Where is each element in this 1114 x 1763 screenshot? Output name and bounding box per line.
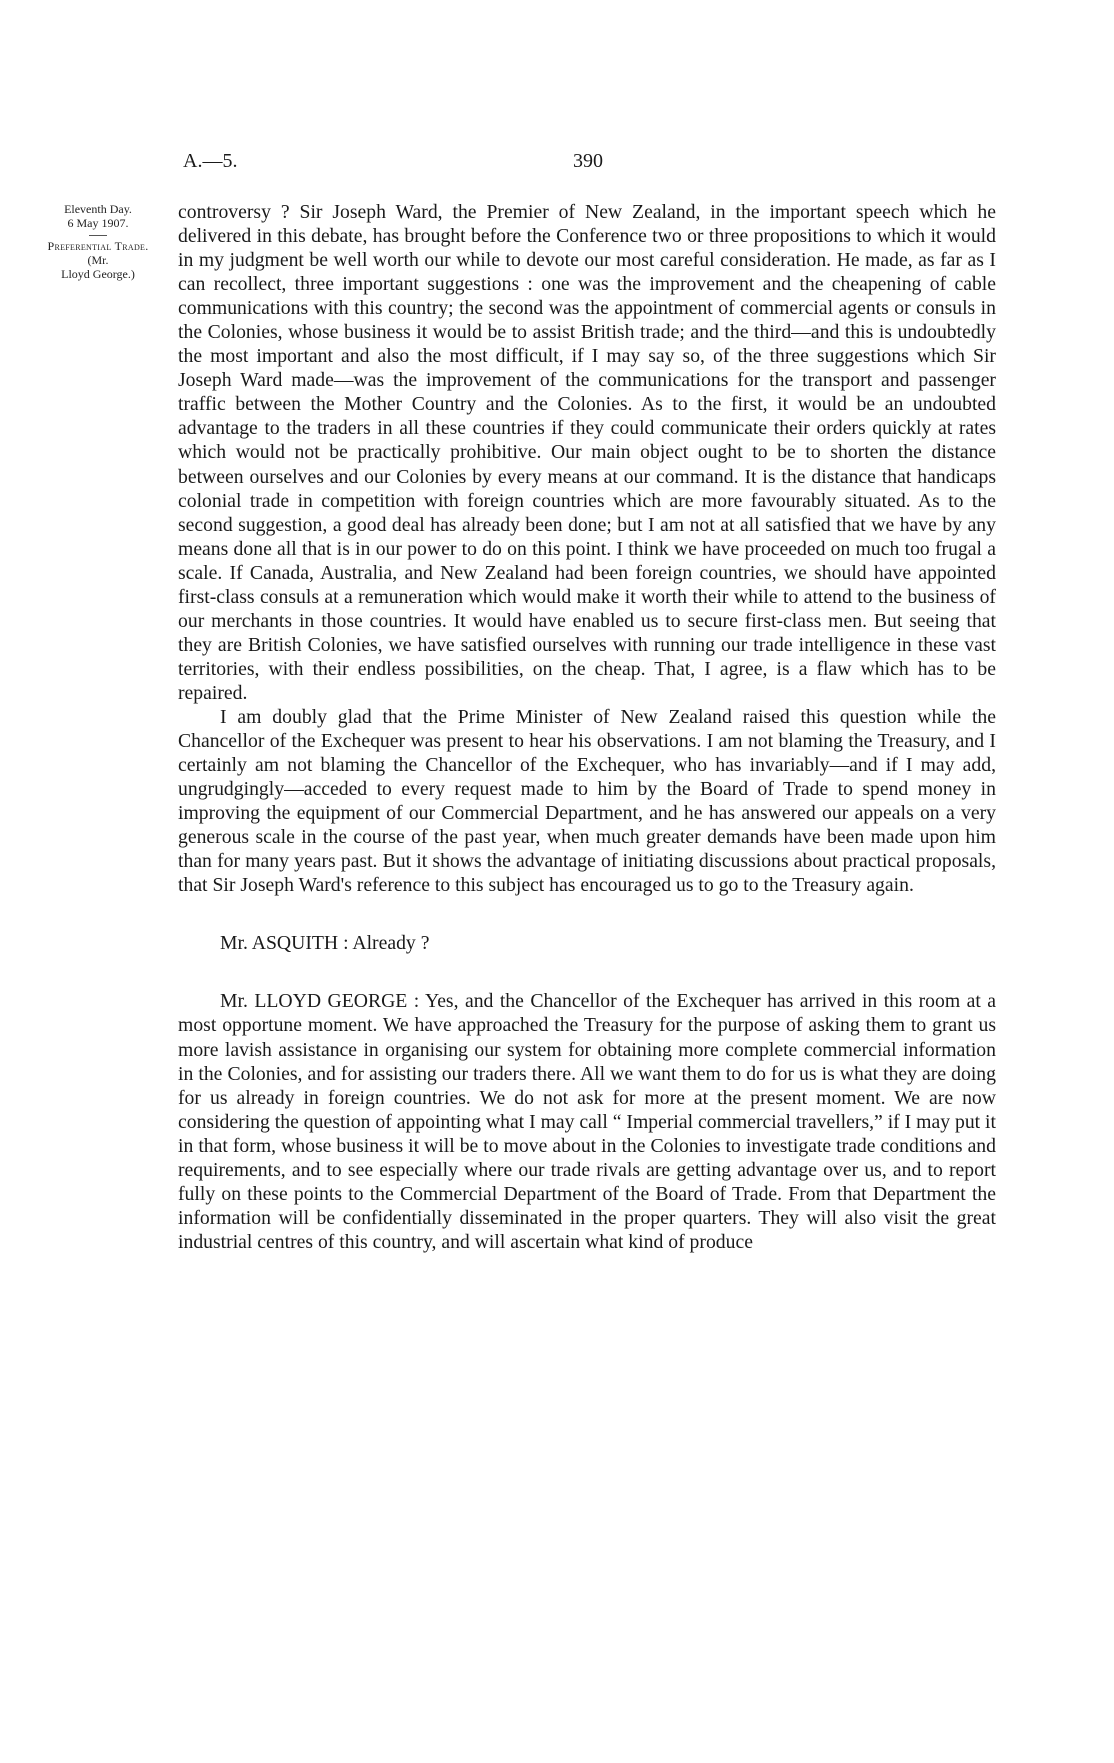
margin-speaker-open: (Mr. (87, 253, 109, 267)
paragraph-1: controversy ? Sir Joseph Ward, the Premier of New Zealand, in the important speech which he delivered in this debate, has brought before the Conference two or three propositions to which it would in my judgment be well worth our while to devote our most careful consideration. He made, as far as I can recollect, three important suggestions : one was the improvement and the cheapening of cable communications with this country; the second was the appointment of commercial agents or consuls in the Colonies, whose business it would be to assist British trade; and the third—and this is undoubtedly the most important and also the most difficult, if I may say so, of the three suggestions which Sir Joseph Ward made—was the improvement of the communications for the transport and passenger traffic between the Mother Country and the Colonies. As to the first, it would be an undoubted advantage to the traders in all these countries if they could communicate their orders quickly at rates which would not be practically prohibitive. Our main object ought to be to shorten the distance between ourselves and our Colonies by every means at our command. It is the distance that handicaps colonial trade in competition with foreign countries which are more favourably situated. As to the second suggestion, a good deal has already been done; but I am not at all satisfied that we have by any means done all that is in our power to do on this point. I think we have proceeded on much too frugal a scale. If Canada, Australia, and New Zealand had been foreign countries, we should have appointed first-class consuls at a remuneration which would make it worth their while to attend to the business of our merchants in those countries. It would have enabled us to secure first-class men. But seeing that they are British Colonies, we have satisfied ourselves with running our trade intelligence in these vast territories, with their endless possibilities, on the cheap. That, I agree, is a flaw which has to be repaired. (178, 201, 996, 704)
speech-text: : Yes, and the Chancellor of the Exchequer has arrived in this room at a most opportune moment. We have approached the Treasury for the purpose of asking them to grant us more lavish assistance in organising our system for obtaining more complete commercial information in the Colonies, and for assisting our traders there. All we want them to do for us is what they are doing for us already in foreign countries. We do not ask for more at the present moment. We are now considering the question of appointing what I may call “ Imperial commercial travellers,” if I may put it in that form, whose business it will be to move about in the Colonies to investigate trade conditions and requirements, and to see especially where our trade rivals are getting advantage over us, and to report fully on these points to the Commercial Department of the Board of Trade. From that Department the information will be confidentially disseminated in the proper quarters. They will also visit the great industrial centres of this country, and will ascertain what kind of produce (178, 990, 996, 1253)
page-header (183, 150, 1001, 178)
document-reference: A.—5. (183, 150, 238, 172)
speaker-name: Mr. ASQUITH (220, 932, 339, 955)
speech-lloyd-george (178, 989, 996, 1254)
margin-divider (89, 235, 107, 236)
margin-subject: Preferential Trade. (47, 239, 149, 253)
speech-asquith (178, 931, 996, 955)
page-number: 390 (573, 150, 603, 172)
margin-speaker-close: Lloyd George.) (61, 267, 135, 281)
paragraph-2: I am doubly glad that the Prime Minister of New Zealand raised this question while the Chancellor of the Exchequer was present to hear his observations. I am not blaming the Treasury, and I certainly am not blaming the Chancellor of the Exchequer, who has invariably—and if I may add, ungrudgingly—acceded to every request made to him by the Board of Trade to spend money in improving the equipment of our Commercial Department, and he has answered our appeals on a very generous scale in the course of the past year, when much greater demands have been made upon him than for many years past. But it shows the advantage of initiating discussions about practical proposals, that Sir Joseph Ward's reference to this subject has encouraged us to go to the Treasury again. (178, 705, 996, 897)
margin-day: Eleventh Day. (64, 202, 132, 216)
speaker-name: Mr. LLOYD GEORGE (220, 990, 408, 1013)
body-text (178, 200, 996, 1254)
margin-date: 6 May 1907. (67, 216, 129, 230)
speech-text: : Already ? (338, 932, 430, 955)
margin-note (32, 202, 164, 281)
